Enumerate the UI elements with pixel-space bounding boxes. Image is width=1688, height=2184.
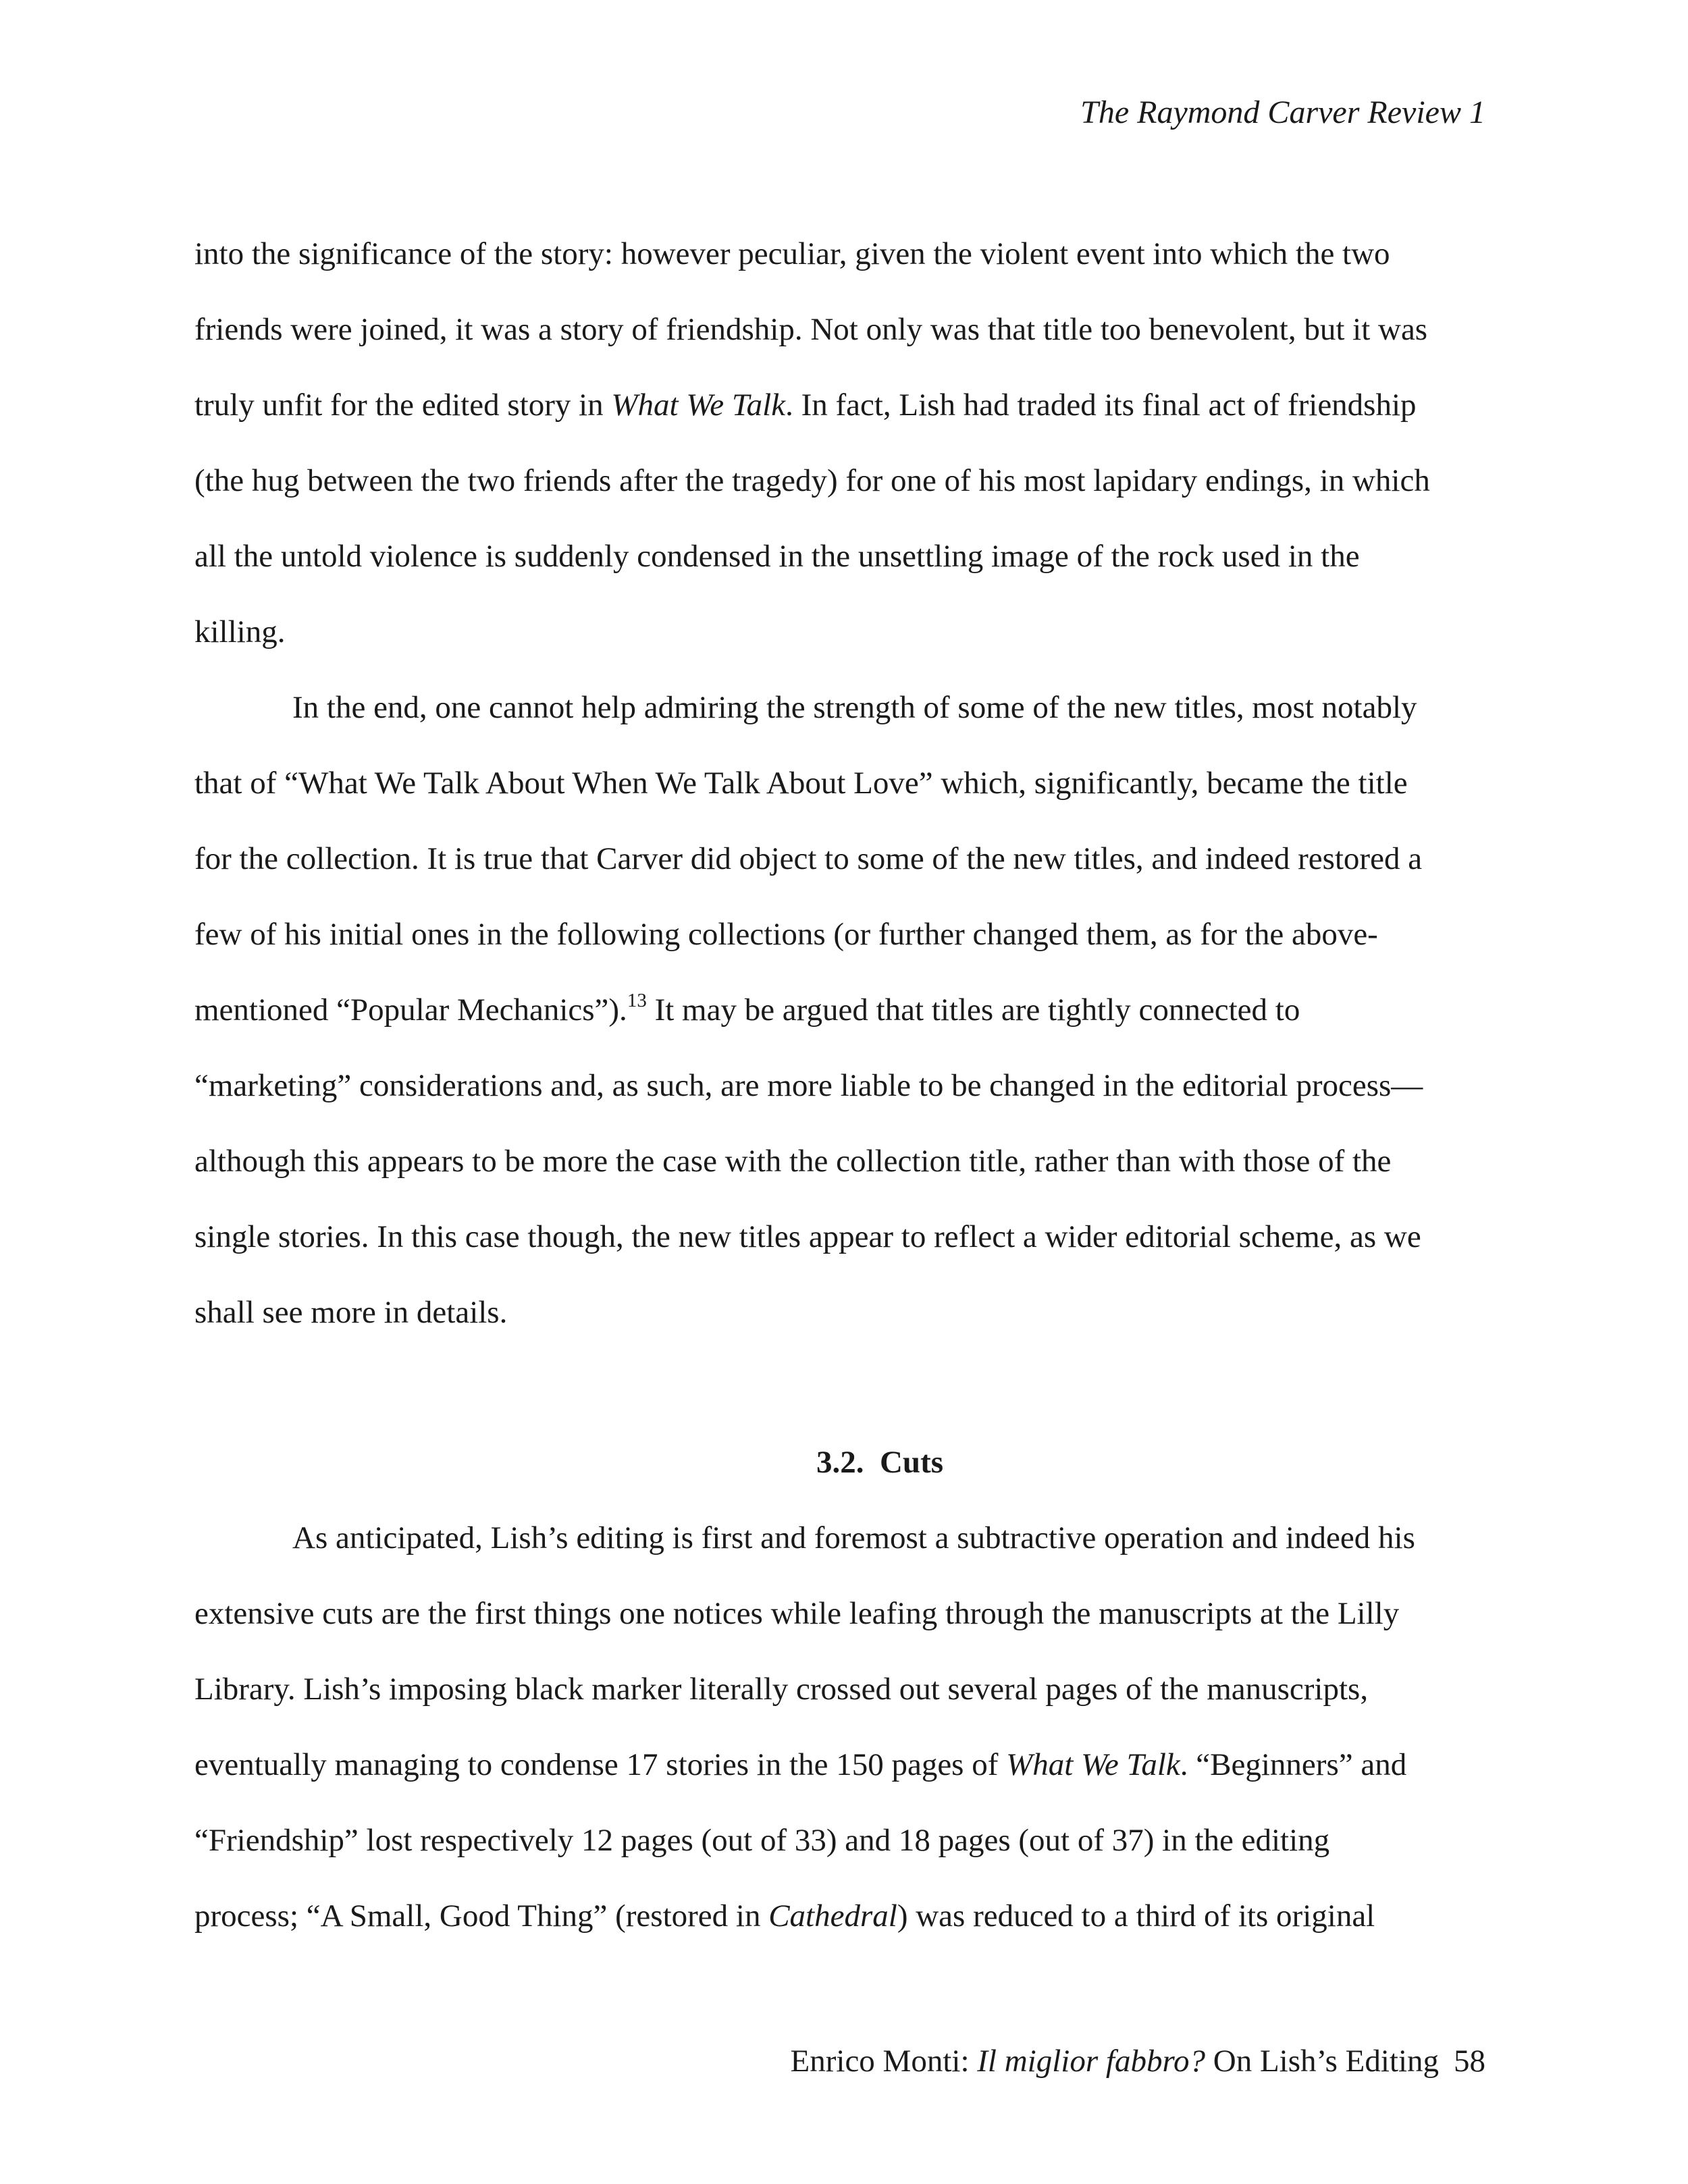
- footer-title-italic: Il miglior fabbro?: [977, 2044, 1206, 2079]
- section-title: Cuts: [879, 1445, 944, 1480]
- text-line: “Friendship” lost respectively 12 pages (out of 33) and 18 pages (out of 37) in the editing: [194, 1823, 1330, 1858]
- text-line: that of “What We Talk About When We Talk About Love” which, significantly, became the title: [194, 766, 1408, 801]
- page-number: 58: [1454, 2044, 1485, 2079]
- paragraph: [194, 1514, 1491, 1967]
- text-line: all the untold violence is suddenly condensed in the unsettling image of the rock used in the: [194, 539, 1360, 574]
- section-number: 3.2.: [816, 1445, 864, 1480]
- text-span: . In fact, Lish had traded its final act of friendship: [785, 388, 1417, 423]
- text-span: process; “A Small, Good Thing” (restored in: [194, 1898, 769, 1934]
- text-span: ) was reduced to a third of its original: [897, 1898, 1375, 1934]
- text-span: It may be argued that titles are tightly connected to: [646, 992, 1300, 1028]
- text-span: truly unfit for the edited story in: [194, 388, 612, 423]
- footer-title: On Lish’s Editing: [1205, 2044, 1439, 2079]
- italic-title: What We Talk: [1006, 1747, 1180, 1782]
- text-span: mentioned “Popular Mechanics”).: [194, 992, 627, 1028]
- text-line: [194, 381, 1491, 456]
- body-text: [194, 230, 1491, 1967]
- text-line: few of his initial ones in the following collections (or further changed them, as for the above-: [194, 917, 1378, 952]
- text-line: killing.: [194, 614, 286, 649]
- text-line: “marketing” considerations and, as such, are more liable to be changed in the editorial process—: [194, 1068, 1423, 1103]
- text-line: into the significance of the story: however peculiar, given the violent event into which the two: [194, 236, 1390, 271]
- text-line: [194, 1892, 1491, 1967]
- text-span: eventually managing to condense 17 stories in the 150 pages of: [194, 1747, 1007, 1782]
- section-heading: [194, 1438, 1491, 1514]
- running-header: The Raymond Carver Review 1: [1080, 95, 1485, 130]
- running-footer: [791, 2042, 1485, 2080]
- section-heading-text: [816, 1438, 943, 1487]
- text-line: [194, 986, 1491, 1061]
- text-line: In the end, one cannot help admiring the strength of some of the new titles, most notably: [292, 690, 1417, 725]
- text-line: extensive cuts are the first things one notices while leafing through the manuscripts at the Lilly: [194, 1596, 1400, 1631]
- text-line: [194, 1740, 1491, 1816]
- text-line: single stories. In this case though, the new titles appear to reflect a wider editorial scheme, as we: [194, 1219, 1421, 1254]
- text-span: . “Beginners” and: [1180, 1747, 1407, 1782]
- text-line: friends were joined, it was a story of friendship. Not only was that title too benevolent, but it was: [194, 312, 1428, 347]
- text-line: although this appears to be more the case with the collection title, rather than with those of the: [194, 1144, 1392, 1179]
- text-line: for the collection. It is true that Carver did object to some of the new titles, and indeed restored a: [194, 841, 1423, 876]
- text-line: Library. Lish’s imposing black marker literally crossed out several pages of the manuscripts,: [194, 1672, 1369, 1707]
- italic-title: What We Talk: [611, 388, 786, 423]
- footnote-marker: 13: [627, 990, 647, 1011]
- paragraph: [194, 230, 1491, 683]
- text-line: shall see more in details.: [194, 1295, 508, 1330]
- italic-title: Cathedral: [768, 1898, 897, 1934]
- text-line: (the hug between the two friends after the tragedy) for one of his most lapidary endings, in which: [194, 463, 1430, 498]
- footer-author: Enrico Monti:: [790, 2044, 978, 2079]
- section-gap: [194, 1364, 1491, 1438]
- paragraph: [194, 683, 1491, 1364]
- text-line: As anticipated, Lish’s editing is first and foremost a subtractive operation and indeed his: [292, 1520, 1415, 1555]
